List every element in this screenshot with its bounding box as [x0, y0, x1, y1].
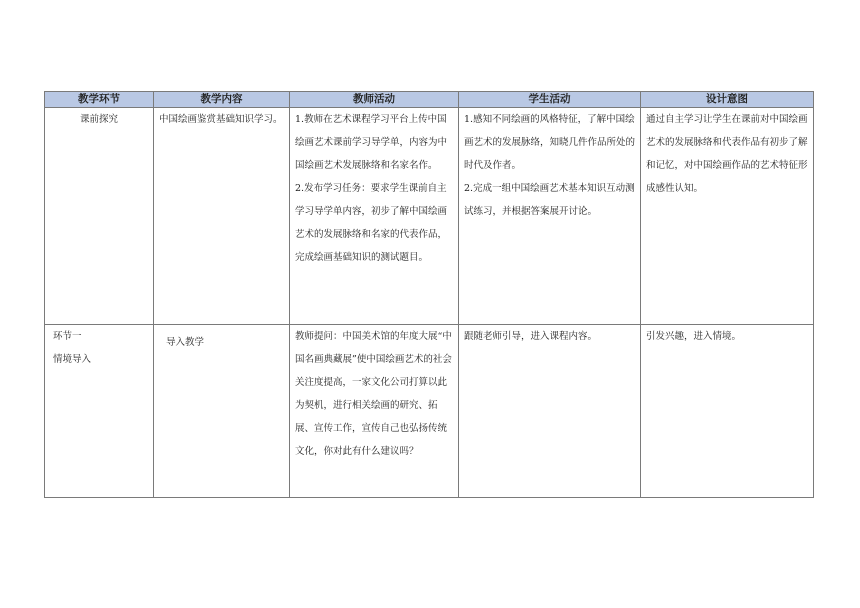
design-intent-cell: 引发兴趣，进入情境。: [641, 325, 814, 498]
header-content: 教学内容: [154, 92, 290, 108]
stage-number: 环节一: [53, 331, 82, 342]
header-teacher-activity: 教师活动: [290, 92, 459, 108]
header-stage: 教学环节: [45, 92, 154, 108]
header-design-intent: 设计意图: [641, 92, 814, 108]
student-activity-cell: 跟随老师引导，进入课程内容。: [459, 325, 641, 498]
teacher-activity-item: 2.发布学习任务：要求学生课前自主学习导学单内容，初步了解中国绘画艺术的发展脉络和名家的代表作品，完成绘画基础知识的测试题目。: [295, 183, 448, 263]
content-cell: 中国绘画鉴赏基础知识学习。: [154, 108, 290, 325]
table-row: [45, 108, 814, 325]
lesson-plan-table: [44, 91, 814, 498]
table-row: [45, 325, 814, 498]
student-activity-item: 2.完成一组中国绘画艺术基本知识互动测试练习，并根据答案展开讨论。: [464, 183, 635, 217]
teacher-activity-cell: [290, 108, 459, 325]
table-header-row: [45, 92, 814, 108]
student-activity-item: 1.感知不同绘画的风格特征，了解中国绘画艺术的发展脉络，知晓几件作品所处的时代及作者。: [464, 114, 636, 171]
student-activity-cell: [459, 108, 641, 325]
teacher-activity-cell: 教师提问：中国美术馆的年度大展“中国名画典藏展”使中国绘画艺术的社会关注度提高，一家文化公司打算以此为契机，进行相关绘画的研究、拓展、宣传工作，宣传自己也弘扬传统文化，你对此有什么建议吗？: [290, 325, 459, 498]
stage-title: 情境导入: [53, 354, 92, 365]
header-student-activity: 学生活动: [459, 92, 641, 108]
teacher-activity-item: 1.教师在艺术课程学习平台上传中国绘画艺术课前学习导学单，内容为中国绘画艺术发展脉络和名家名作。: [295, 114, 448, 171]
stage-cell: [45, 325, 154, 498]
content-cell: 导入教学: [154, 325, 290, 498]
stage-cell: 课前探究: [45, 108, 154, 325]
design-intent-cell: 通过自主学习让学生在课前对中国绘画艺术的发展脉络和代表作品有初步了解和记忆，对中国绘画作品的艺术特征形成感性认知。: [641, 108, 814, 325]
